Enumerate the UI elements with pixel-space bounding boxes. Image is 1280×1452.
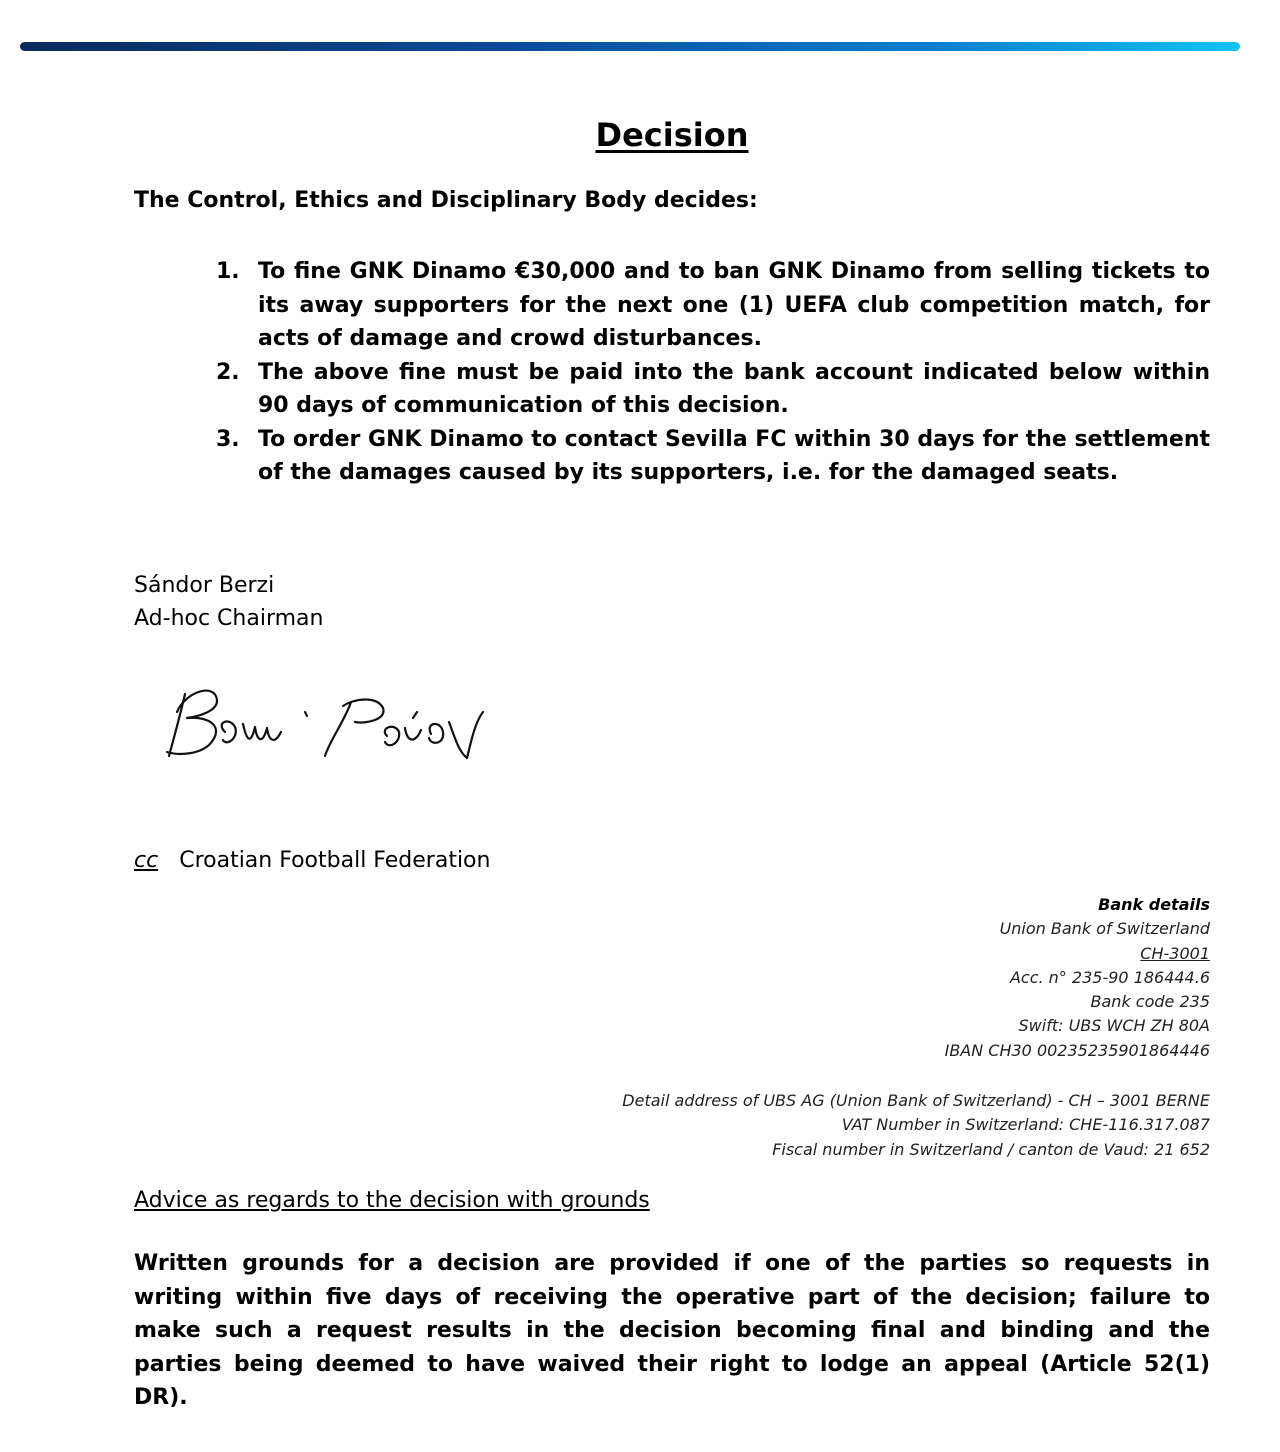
advice-heading: Advice as regards to the decision with grounds (134, 1188, 650, 1213)
handwritten-signature (155, 672, 495, 772)
decision-item-number: 3. (216, 426, 240, 452)
decision-list (134, 255, 1210, 490)
bank-iban: IBAN CH30 00235235901864446 (944, 1040, 1210, 1060)
decision-item-text: The above fine must be paid into the bank account indicated below within 90 days of communication of this decision. (258, 359, 1210, 418)
signatory-name: Sándor Berzi (134, 573, 275, 598)
advice-body: Written grounds for a decision are provided if one of the parties so requests in writing within five days of receiving the operative part of the decision; failure to make such a request results in the decision becoming final and binding and the parties being deemed to have waived their right to lodge an appeal (Article 52(1) DR). (134, 1251, 1210, 1410)
signatory-role: Ad-hoc Chairman (134, 606, 324, 631)
cc-label: cc (134, 848, 159, 873)
page-title: Decision (595, 116, 749, 154)
bank-vat: VAT Number in Switzerland: CHE-116.317.087 (841, 1115, 1210, 1135)
bank-fiscal: Fiscal number in Switzerland / canton de Vaud: 21 652 (772, 1139, 1210, 1159)
cc-recipient: Croatian Football Federation (179, 848, 491, 873)
bank-details (622, 893, 1210, 1162)
cc-line (134, 848, 490, 873)
decision-item (134, 356, 1210, 423)
bank-details-heading: Bank details (1098, 895, 1210, 914)
bank-address: Detail address of UBS AG (Union Bank of Switzerland) - CH – 3001 BERNE (622, 1091, 1210, 1111)
decision-intro: The Control, Ethics and Disciplinary Body decides: (134, 188, 758, 213)
decision-item-text: To fine GNK Dinamo €30,000 and to ban GNK Dinamo from selling tickets to its away supporters for the next one (1) UEFA club competition match, for acts of damage and crowd disturbances. (258, 259, 1210, 351)
bank-account: Acc. n° 235-90 186444.6 (1009, 967, 1210, 987)
decision-item-number: 2. (216, 359, 240, 385)
bank-spacer (622, 1063, 1210, 1089)
signatory-block (134, 569, 323, 635)
bank-name: Union Bank of Switzerland (999, 919, 1210, 939)
bank-swift: Swift: UBS WCH ZH 80A (1018, 1016, 1210, 1036)
bank-postcode: CH-3001 (1140, 943, 1210, 963)
decision-item-text: To order GNK Dinamo to contact Sevilla FC within 30 days for the settlement of the damages caused by its supporters, i.e. for the damaged seats. (258, 426, 1210, 485)
decision-item-number: 1. (216, 259, 240, 284)
decision-item (134, 255, 1210, 356)
bank-code: Bank code 235 (1090, 992, 1210, 1012)
decision-item (134, 423, 1210, 490)
header-accent-bar (20, 42, 1240, 51)
